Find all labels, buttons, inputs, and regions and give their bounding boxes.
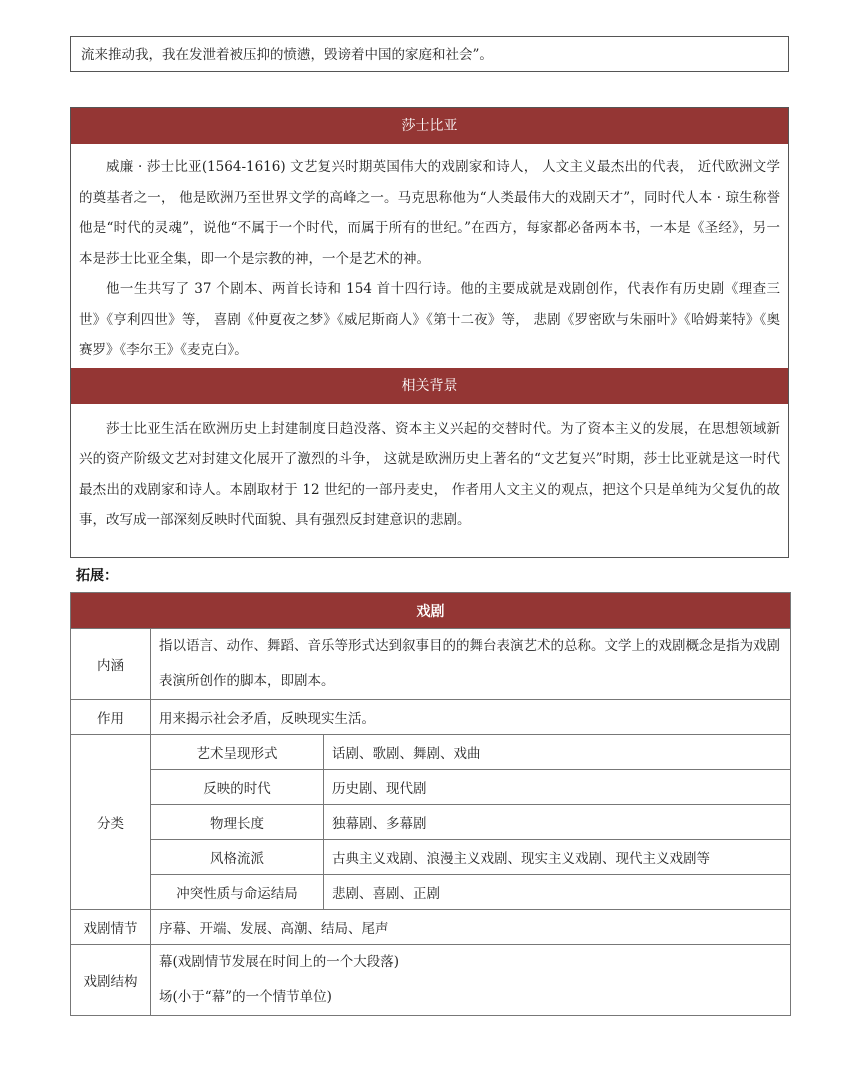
- fenlei-sub-label: 反映的时代: [151, 770, 324, 805]
- qingjie-label: 戏剧情节: [71, 910, 151, 945]
- table-row: [71, 770, 791, 805]
- fenlei-value: 话剧、歌剧、舞剧、戏曲: [324, 735, 791, 770]
- quote-text: 流来推动我，我在发泄着被压抑的愤懑，毁谤着中国的家庭和社会”。: [81, 47, 493, 63]
- shakespeare-header: 莎士比亚: [71, 108, 788, 144]
- fenlei-value: 悲剧、喜剧、正剧: [324, 875, 791, 910]
- shakespeare-bio-paragraph: 威廉 · 莎士比亚(1564-1616) 文艺复兴时期英国伟大的戏剧家和诗人， 人文主义最杰出的代表， 近代欧洲文学的奠基者之一， 他是欧洲乃至世界文学的高峰之一。马克思称他为“人类最伟大的戏剧天才”，同时代人本 · 琼生称誉他是“时代的灵魂”，说他“不属于一个时代，而属于所有的世纪。”在西方，每家都必备两本书，一本是《圣经》，另一本是莎士比亚全集，即一个是宗教的神，一个是艺术的神。: [79, 159, 780, 267]
- background-header: 相关背景: [71, 368, 788, 404]
- table-row: [71, 945, 791, 1016]
- table-row: [71, 629, 791, 700]
- fenlei-value: 独幕剧、多幕剧: [324, 805, 791, 840]
- table-row: [71, 910, 791, 945]
- jiegou-line-mu: 幕(戏剧情节发展在时间上的一个大段落): [159, 954, 400, 970]
- table-row: [71, 805, 791, 840]
- jiegou-label: 戏剧结构: [71, 945, 151, 1016]
- shakespeare-works-paragraph: 他一生共写了 37 个剧本、两首长诗和 154 首十四行诗。他的主要成就是戏剧创作，代表作有历史剧《理查三世》《亨利四世》等， 喜剧《仲夏夜之梦》《威尼斯商人》《第十二夜》等， 悲剧《罗密欧与朱丽叶》《哈姆莱特》《奥赛罗》《李尔王》《麦克白》。: [79, 281, 780, 358]
- fenlei-value: 古典主义戏剧、浪漫主义戏剧、现实主义戏剧、现代主义戏剧等: [324, 840, 791, 875]
- fenlei-sub-label: 风格流派: [151, 840, 324, 875]
- zuoyong-label: 作用: [71, 700, 151, 735]
- extension-title: 拓展：: [76, 568, 118, 584]
- shakespeare-section: [70, 107, 789, 558]
- neihan-text: 指以语言、动作、舞蹈、音乐等形式达到叙事目的的舞台表演艺术的总称。文学上的戏剧概念是指为戏剧表演所创作的脚本，即剧本。: [151, 629, 791, 700]
- drama-table: [70, 592, 791, 1016]
- neihan-label: 内涵: [71, 629, 151, 700]
- fenlei-label: 分类: [71, 735, 151, 910]
- zuoyong-text: 用来揭示社会矛盾，反映现实生活。: [151, 700, 791, 735]
- fenlei-value: 历史剧、现代剧: [324, 770, 791, 805]
- drama-table-header-row: [71, 593, 791, 629]
- quote-box: [70, 36, 789, 72]
- jiegou-cell: [151, 945, 791, 1016]
- table-row: [71, 700, 791, 735]
- background-paragraph: 莎士比亚生活在欧洲历史上封建制度日趋没落、资本主义兴起的交替时代。为了资本主义的发展，在思想领域新兴的资产阶级文艺对封建文化展开了激烈的斗争， 这就是欧洲历史上著名的“文艺复兴”时期，莎士比亚就是这一时代最杰出的戏剧家和诗人。本剧取材于 12 世纪的一部丹麦史， 作者用人文主义的观点，把这个只是单纯为父复仇的故事，改写成一部深刻反映时代面貌、具有强烈反封建意识的悲剧。: [79, 420, 780, 528]
- drama-table-header: 戏剧: [71, 593, 791, 629]
- table-row: [71, 840, 791, 875]
- qingjie-text: 序幕、开端、发展、高潮、结局、尾声: [151, 910, 791, 945]
- jiegou-line-chang: 场(小于“幕”的一个情节单位): [159, 989, 332, 1005]
- table-row: [71, 875, 791, 910]
- table-row: [71, 735, 791, 770]
- fenlei-sub-label: 物理长度: [151, 805, 324, 840]
- fenlei-sub-label: 冲突性质与命运结局: [151, 875, 324, 910]
- fenlei-sub-label: 艺术呈现形式: [151, 735, 324, 770]
